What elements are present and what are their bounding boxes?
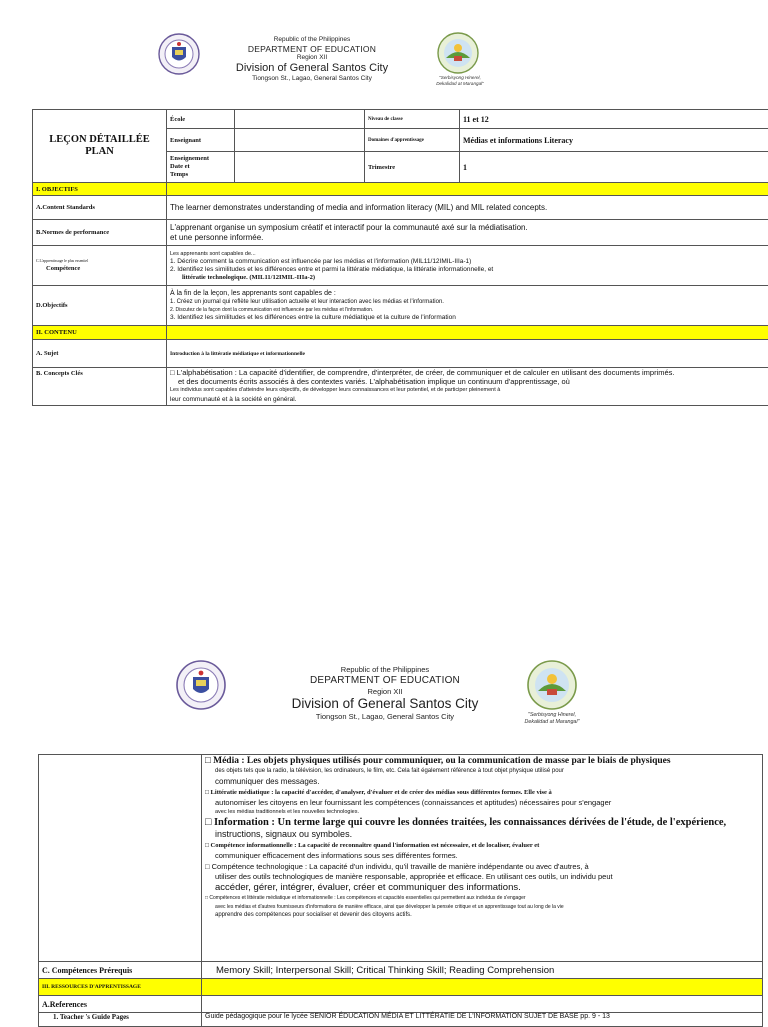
- department-text: DEPARTMENT OF EDUCATION: [222, 44, 402, 54]
- deped-seal-icon: [158, 33, 200, 75]
- division-seal-icon: [436, 32, 480, 74]
- lesson-plan-table-page1: [32, 109, 768, 406]
- normes-value: [167, 220, 768, 246]
- concepts-line2: et des documents écrits associés à des contextes variés. L'alphabétisation implique un continuum d'apprentissage, où: [170, 377, 767, 386]
- region-text-2: Region XII: [275, 687, 495, 696]
- motto-line1-2: "Serbisyong Hinerel,: [514, 712, 590, 719]
- section-ressources: III. RESSOURCES D'APPRENTISSAGE: [39, 979, 202, 996]
- litt-line2: autonomiser les citoyens en leur fournissant les compétences (connaissances et aptitudes) nécessaires pour s'engager: [205, 798, 759, 808]
- division-text: Division of General Santos City: [222, 62, 402, 75]
- prereq-value: Memory Skill; Interpersonal Skill; Critical Thinking Skill; Reading Comprehension: [202, 962, 763, 979]
- concepts-line1: □ L'alphabétisation : La capacité d'identifier, de comprendre, d'interpréter, de créer, de communiquer et de calculer en utilisant des documents imprimés.: [170, 368, 767, 377]
- concepts-continued-label: [39, 755, 202, 962]
- date-time-label: [167, 152, 235, 183]
- compinfo-line2: communiquer efficacement des informations sous ses différentes formes.: [205, 851, 759, 861]
- media-line2: des objets tels que la radio, la télévision, les ordinateurs, le film, etc. Cela fait également référence à tout objet physique utilisé pour: [205, 767, 759, 776]
- date-label-line1: Enseignement: [170, 155, 231, 163]
- domaines-label: Domaines d'apprentissage: [365, 129, 460, 152]
- region-text: Region XII: [222, 54, 402, 62]
- concepts-line4: leur communauté et à la société en général.: [170, 395, 767, 404]
- comptech-line2: utiliser des outils technologiques de manière responsable, appropriée et efficace. En utilisant ces outils, un individu peut: [205, 872, 759, 882]
- compinfo-line1: □ Compétence informationnelle : La capacité de reconnaître quand l'information est nécessaire, et de localiser, évaluer et: [205, 840, 759, 851]
- sujet-label: A. Sujet: [33, 340, 167, 368]
- deped-seal-icon-2: [176, 660, 226, 710]
- mil-line3: apprendre des compétences pour socialiser et devenir des citoyens actifs.: [205, 911, 759, 920]
- objectifs-item-1: 1. Créez un journal qui reflète leur utilisation actuelle et leur interaction avec les médias et l'information.: [170, 298, 767, 306]
- concepts-label: B. Concepts Clés: [33, 368, 167, 406]
- section-objectifs: I. OBJECTIFS: [33, 183, 167, 196]
- date-time-value: [235, 152, 365, 183]
- section-objectifs-fill: [167, 183, 768, 196]
- teacher-guide-value: Guide pédagogique pour le lycée SENIOR ÉDUCATION MÉDIA ET LITTÉRATIE DE L'INFORMATION SUJET DE BASE pp. 9 - 13: [202, 1013, 763, 1027]
- domaines-value: Médias et informations Literacy: [460, 129, 768, 152]
- comptech-line1: □ Compétence technologique : La capacité d'un individu, qu'il travaille de manière indépendante ou avec d'autres, à: [205, 861, 759, 872]
- date-label-line3: Temps: [170, 171, 231, 179]
- competence-item-2: 2. Identifiez les similitudes et les différences entre et parmi la littératie médiatique, la littératie informationnelle, et: [170, 266, 767, 274]
- division-text-2: Division of General Santos City: [275, 696, 495, 712]
- concepts-value: [167, 368, 768, 406]
- trimestre-value: 1: [460, 152, 768, 183]
- competence-intro: Les apprenants sont capables de...: [170, 250, 767, 258]
- niveau-value: 11 et 12: [460, 110, 768, 129]
- concepts-line3: Les individus sont capables d'atteindre leurs objectifs, de développer leurs connaissances et leur potentiel, et de participer pleinement à: [170, 386, 767, 395]
- lesson-plan-title: LEÇON DÉTAILLÉE PLAN: [33, 110, 167, 183]
- objectifs-value: [167, 286, 768, 326]
- mil-line2: avec les médias et d'autres fournisseurs d'informations de manière efficace, ainsi que développer la pensée critique et un apprentissage tout au long de la vie: [205, 903, 759, 911]
- division-seal-icon-2: [526, 660, 578, 710]
- motto-line2-2: Dekalidad at Marangal": [514, 719, 590, 726]
- motto-line2: Dekalidad at Marangal": [430, 81, 490, 87]
- content-standards-label: A.Content Standards: [33, 196, 167, 220]
- prereq-label: C. Compétences Prérequis: [39, 962, 202, 979]
- normes-line2: et une personne informée.: [170, 233, 767, 243]
- lesson-plan-table-page2: [38, 754, 763, 1027]
- concepts-continued-value: [202, 755, 763, 962]
- enseignant-value: [235, 129, 365, 152]
- motto-line1: "Serbisyong Hinerel,: [430, 75, 490, 81]
- competence-value: [167, 246, 768, 286]
- normes-label: B.Normes de performance: [33, 220, 167, 246]
- media-line3: communiquer des messages.: [205, 776, 759, 787]
- references-value: [202, 996, 763, 1013]
- ecole-value: [235, 110, 365, 129]
- competence-label: [33, 246, 167, 286]
- normes-line1: L'apprenant organise un symposium créatif et interactif pour la communauté axé sur la médiatisation.: [170, 223, 767, 233]
- objectifs-item-3: 3. Identifiez les similitudes et les différences entre la culture médiatique et la culture de l'information: [170, 314, 767, 322]
- competence-item-3: littératie technologique. (MIL11/12IMIL-IIIa-2): [170, 274, 767, 282]
- teacher-guide-label: 1. Teacher 's Guide Pages: [39, 1013, 202, 1027]
- department-text-2: DEPARTMENT OF EDUCATION: [275, 675, 495, 687]
- content-standards-value: The learner demonstrates understanding of media and information literacy (MIL) and MIL related concepts.: [167, 196, 768, 220]
- sujet-value: Introduction à la littératie médiatique et informationnelle: [167, 340, 768, 368]
- republic-text: Republic of the Philippines: [222, 35, 402, 44]
- trimestre-label: Trimestre: [365, 152, 460, 183]
- comptech-line3: accéder, gérer, intégrer, évaluer, créer et communiquer des informations.: [205, 882, 759, 894]
- litt-line1: □ Littératie médiatique : la capacité d'accéder, d'analyser, d'évaluer et de créer des médias sous différentes formes. Elle vise à: [205, 787, 759, 798]
- mil-line1: □ Compétences et littératie médiatique et informationnelle : Les compétences et capacités essentielles qui permettent aux individus de s'engager: [205, 894, 759, 903]
- info-line1: □ Information : Un terme large qui couvre les données traitées, les connaissances dérivées de l'étude, de l'expérience,: [205, 816, 759, 829]
- competence-label-small: C.L'apprentissage le plus essentiel: [36, 258, 163, 264]
- republic-text-2: Republic of the Philippines: [275, 664, 495, 675]
- section-contenu-fill: [167, 326, 768, 340]
- address-text-2: Tiongson St., Lagao, General Santos City: [275, 712, 495, 721]
- enseignant-label: Enseignant: [167, 129, 235, 152]
- litt-line3: avec les médias traditionnels et les nouvelles technologies.: [205, 808, 759, 816]
- objectifs-item-2: 2. Discutez de la façon dont la communication est influencée par les médias et l'information.: [170, 306, 767, 314]
- section-contenu: II. CONTENU: [33, 326, 167, 340]
- media-line1: □ Média : Les objets physiques utilisés pour communiquer, ou la communication de masse par le biais de physiques: [205, 756, 759, 767]
- competence-item-1: 1. Décrire comment la communication est influencée par les médias et l'information (MIL11/12IMIL-IIIa-1): [170, 258, 767, 266]
- date-label-line2: Date et: [170, 163, 231, 171]
- competence-label-main: Compétence: [36, 264, 163, 273]
- section-ressources-fill: [202, 979, 763, 996]
- address-text: Tiongson St., Lagao, General Santos City: [222, 75, 402, 83]
- info-line2: instructions, signaux ou symboles.: [205, 829, 759, 840]
- objectifs-label: D.Objectifs: [33, 286, 167, 326]
- objectifs-intro: À la fin de la leçon, les apprenants sont capables de :: [170, 290, 767, 298]
- ecole-label: École: [167, 110, 235, 129]
- niveau-label: Niveau de classe: [365, 110, 460, 129]
- references-label: A.References: [39, 996, 202, 1013]
